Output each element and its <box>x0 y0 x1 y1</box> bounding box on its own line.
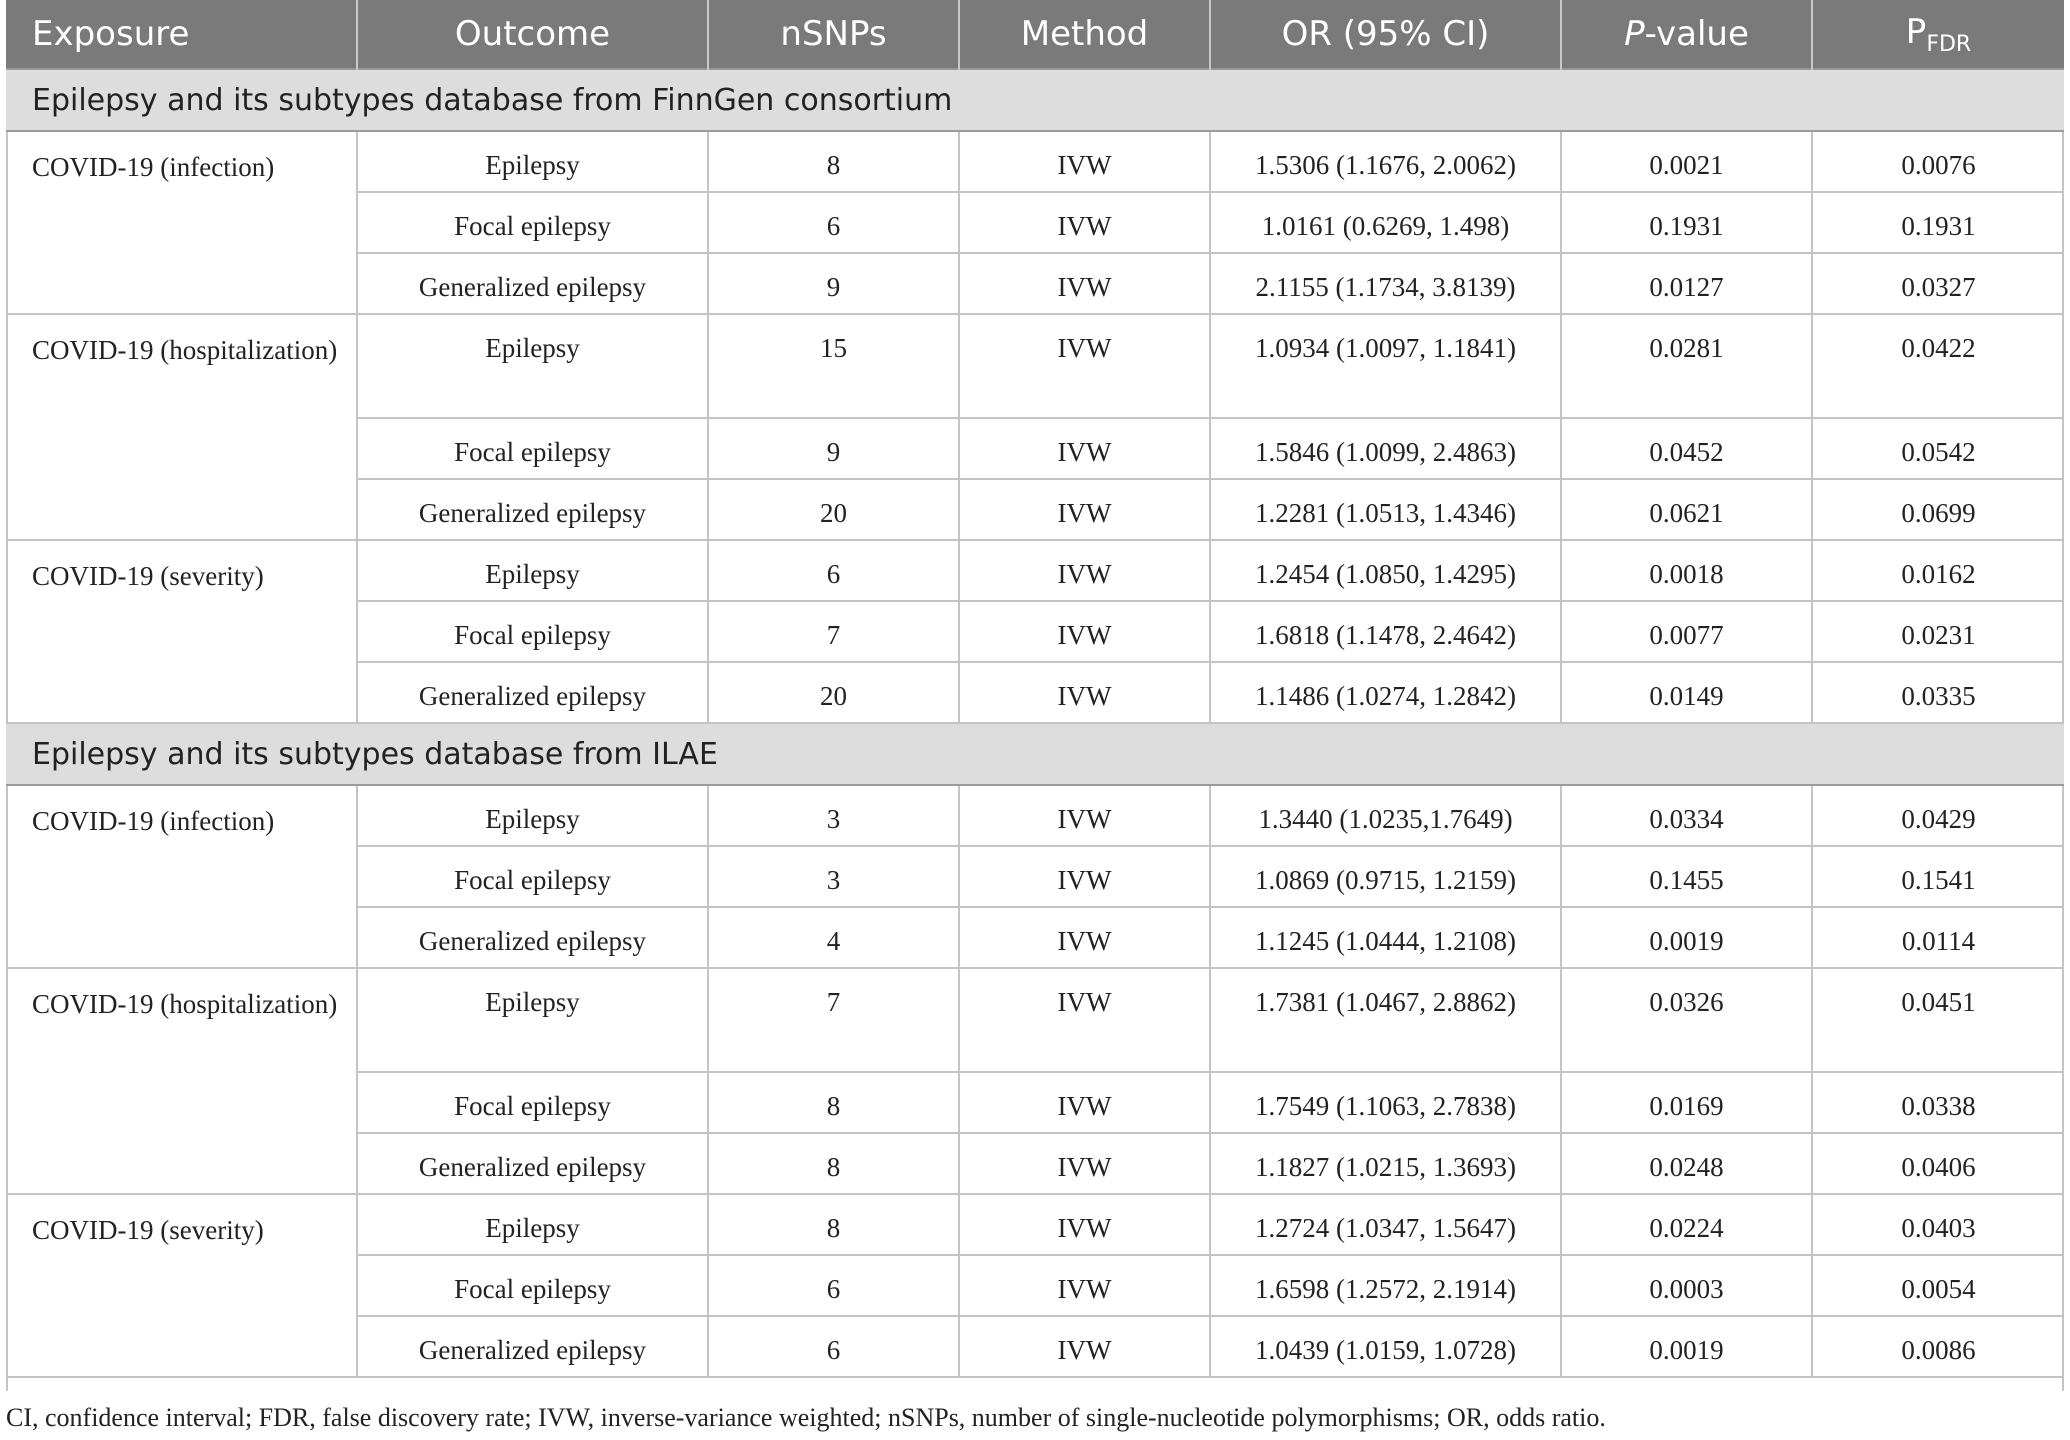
outcome-cell: Focal epilepsy <box>357 601 708 662</box>
method-cell: IVW <box>959 131 1210 192</box>
outcome-cell: Epilepsy <box>357 540 708 601</box>
table-row <box>6 131 2064 192</box>
method-cell: IVW <box>959 192 1210 253</box>
exposure-cell: COVID-19 (severity) <box>6 1194 357 1377</box>
or-cell: 1.6598 (1.2572, 2.1914) <box>1210 1255 1561 1316</box>
header-exposure: Exposure <box>6 0 357 69</box>
table-row <box>6 540 2064 601</box>
pfdr-cell: 0.0076 <box>1812 131 2064 192</box>
outcome-cell: Generalized epilepsy <box>357 253 708 314</box>
header-pfdr-main: P <box>1905 11 1927 52</box>
exposure-cell: COVID-19 (severity) <box>6 540 357 723</box>
nsnps-cell: 6 <box>708 540 959 601</box>
method-cell: IVW <box>959 1255 1210 1316</box>
method-cell: IVW <box>959 601 1210 662</box>
p-cell: 0.0019 <box>1561 1316 1812 1377</box>
method-cell: IVW <box>959 314 1210 418</box>
pfdr-cell: 0.0542 <box>1812 418 2064 479</box>
p-cell: 0.0018 <box>1561 540 1812 601</box>
header-method: Method <box>959 0 1210 69</box>
section-header-row <box>6 69 2064 131</box>
or-cell: 1.1486 (1.0274, 1.2842) <box>1210 662 1561 723</box>
outcome-cell: Epilepsy <box>357 1194 708 1255</box>
header-p-rest: -value <box>1644 14 1749 54</box>
method-cell: IVW <box>959 1072 1210 1133</box>
exposure-cell: COVID-19 (infection) <box>6 785 357 968</box>
outcome-cell: Epilepsy <box>357 131 708 192</box>
or-cell: 1.7549 (1.1063, 2.7838) <box>1210 1072 1561 1133</box>
or-cell: 1.0934 (1.0097, 1.1841) <box>1210 314 1561 418</box>
outcome-cell: Generalized epilepsy <box>357 479 708 540</box>
method-cell: IVW <box>959 907 1210 968</box>
header-or: OR (95% CI) <box>1210 0 1561 69</box>
p-cell: 0.0334 <box>1561 785 1812 846</box>
exposure-cell: COVID-19 (hospitalization) <box>6 314 357 540</box>
or-cell: 2.1155 (1.1734, 3.8139) <box>1210 253 1561 314</box>
nsnps-cell: 4 <box>708 907 959 968</box>
table-row <box>6 785 2064 846</box>
nsnps-cell: 8 <box>708 1072 959 1133</box>
header-outcome: Outcome <box>357 0 708 69</box>
outcome-cell: Generalized epilepsy <box>357 1133 708 1194</box>
p-cell: 0.0224 <box>1561 1194 1812 1255</box>
outcome-cell: Focal epilepsy <box>357 1072 708 1133</box>
exposure-cell: COVID-19 (infection) <box>6 131 357 314</box>
outcome-cell: Generalized epilepsy <box>357 1316 708 1377</box>
table-row <box>6 968 2064 1072</box>
header-p-italic: P <box>1624 14 1645 54</box>
pfdr-cell: 0.1541 <box>1812 846 2064 907</box>
p-cell: 0.0149 <box>1561 662 1812 723</box>
outcome-cell: Focal epilepsy <box>357 192 708 253</box>
pfdr-cell: 0.1931 <box>1812 192 2064 253</box>
nsnps-cell: 6 <box>708 1255 959 1316</box>
or-cell: 1.1245 (1.0444, 1.2108) <box>1210 907 1561 968</box>
header-p-value <box>1561 0 1812 69</box>
nsnps-cell: 8 <box>708 1133 959 1194</box>
table-row <box>6 314 2064 418</box>
or-cell: 1.3440 (1.0235,1.7649) <box>1210 785 1561 846</box>
p-cell: 0.0021 <box>1561 131 1812 192</box>
nsnps-cell: 3 <box>708 846 959 907</box>
or-cell: 1.6818 (1.1478, 2.4642) <box>1210 601 1561 662</box>
method-cell: IVW <box>959 1316 1210 1377</box>
outcome-cell: Epilepsy <box>357 968 708 1072</box>
section-header-row <box>6 723 2064 785</box>
nsnps-cell: 15 <box>708 314 959 418</box>
pfdr-cell: 0.0335 <box>1812 662 2064 723</box>
or-cell: 1.5846 (1.0099, 2.4863) <box>1210 418 1561 479</box>
results-table <box>6 0 2064 1378</box>
or-cell: 1.2724 (1.0347, 1.5647) <box>1210 1194 1561 1255</box>
nsnps-cell: 3 <box>708 785 959 846</box>
p-cell: 0.1931 <box>1561 192 1812 253</box>
method-cell: IVW <box>959 418 1210 479</box>
or-cell: 1.7381 (1.0467, 2.8862) <box>1210 968 1561 1072</box>
method-cell: IVW <box>959 253 1210 314</box>
pfdr-cell: 0.0699 <box>1812 479 2064 540</box>
method-cell: IVW <box>959 1133 1210 1194</box>
section-title: Epilepsy and its subtypes database from FinnGen consortium <box>6 69 2064 131</box>
p-cell: 0.0326 <box>1561 968 1812 1072</box>
pfdr-cell: 0.0231 <box>1812 601 2064 662</box>
nsnps-cell: 6 <box>708 1316 959 1377</box>
pfdr-cell: 0.0086 <box>1812 1316 2064 1377</box>
method-cell: IVW <box>959 479 1210 540</box>
or-cell: 1.5306 (1.1676, 2.0062) <box>1210 131 1561 192</box>
header-pfdr-sub: FDR <box>1926 31 1972 57</box>
or-cell: 1.0869 (0.9715, 1.2159) <box>1210 846 1561 907</box>
p-cell: 0.1455 <box>1561 846 1812 907</box>
p-cell: 0.0127 <box>1561 253 1812 314</box>
method-cell: IVW <box>959 785 1210 846</box>
outcome-cell: Generalized epilepsy <box>357 907 708 968</box>
header-nsnps: nSNPs <box>708 0 959 69</box>
header-row <box>6 0 2064 69</box>
p-cell: 0.0452 <box>1561 418 1812 479</box>
nsnps-cell: 9 <box>708 253 959 314</box>
outcome-cell: Epilepsy <box>357 314 708 418</box>
or-cell: 1.0439 (1.0159, 1.0728) <box>1210 1316 1561 1377</box>
or-cell: 1.0161 (0.6269, 1.498) <box>1210 192 1561 253</box>
p-cell: 0.0281 <box>1561 314 1812 418</box>
pfdr-cell: 0.0422 <box>1812 314 2064 418</box>
outcome-cell: Epilepsy <box>357 785 708 846</box>
outcome-cell: Focal epilepsy <box>357 1255 708 1316</box>
or-cell: 1.2281 (1.0513, 1.4346) <box>1210 479 1561 540</box>
nsnps-cell: 6 <box>708 192 959 253</box>
nsnps-cell: 7 <box>708 601 959 662</box>
p-cell: 0.0169 <box>1561 1072 1812 1133</box>
pfdr-cell: 0.0327 <box>1812 253 2064 314</box>
outcome-cell: Focal epilepsy <box>357 846 708 907</box>
or-cell: 1.2454 (1.0850, 1.4295) <box>1210 540 1561 601</box>
method-cell: IVW <box>959 968 1210 1072</box>
header-pfdr <box>1812 0 2064 69</box>
outcome-cell: Generalized epilepsy <box>357 662 708 723</box>
pfdr-cell: 0.0451 <box>1812 968 2064 1072</box>
pfdr-cell: 0.0114 <box>1812 907 2064 968</box>
p-cell: 0.0621 <box>1561 479 1812 540</box>
method-cell: IVW <box>959 846 1210 907</box>
method-cell: IVW <box>959 540 1210 601</box>
exposure-cell: COVID-19 (hospitalization) <box>6 968 357 1194</box>
p-cell: 0.0019 <box>1561 907 1812 968</box>
pfdr-cell: 0.0338 <box>1812 1072 2064 1133</box>
section-title: Epilepsy and its subtypes database from ILAE <box>6 723 2064 785</box>
p-cell: 0.0003 <box>1561 1255 1812 1316</box>
method-cell: IVW <box>959 1194 1210 1255</box>
nsnps-cell: 20 <box>708 662 959 723</box>
nsnps-cell: 8 <box>708 1194 959 1255</box>
p-cell: 0.0248 <box>1561 1133 1812 1194</box>
nsnps-cell: 8 <box>708 131 959 192</box>
nsnps-cell: 7 <box>708 968 959 1072</box>
outcome-cell: Focal epilepsy <box>357 418 708 479</box>
pfdr-cell: 0.0429 <box>1812 785 2064 846</box>
table-row <box>6 1194 2064 1255</box>
pfdr-cell: 0.0162 <box>1812 540 2064 601</box>
or-cell: 1.1827 (1.0215, 1.3693) <box>1210 1133 1561 1194</box>
pfdr-cell: 0.0403 <box>1812 1194 2064 1255</box>
nsnps-cell: 9 <box>708 418 959 479</box>
table-body <box>6 69 2064 1377</box>
p-cell: 0.0077 <box>1561 601 1812 662</box>
pfdr-cell: 0.0054 <box>1812 1255 2064 1316</box>
table-footnote: CI, confidence interval; FDR, false discovery rate; IVW, inverse-variance weighted; nSNPs, number of single-nucleotide polymorphisms; OR, odds ratio. <box>6 1403 1606 1432</box>
method-cell: IVW <box>959 662 1210 723</box>
nsnps-cell: 20 <box>708 479 959 540</box>
pfdr-cell: 0.0406 <box>1812 1133 2064 1194</box>
